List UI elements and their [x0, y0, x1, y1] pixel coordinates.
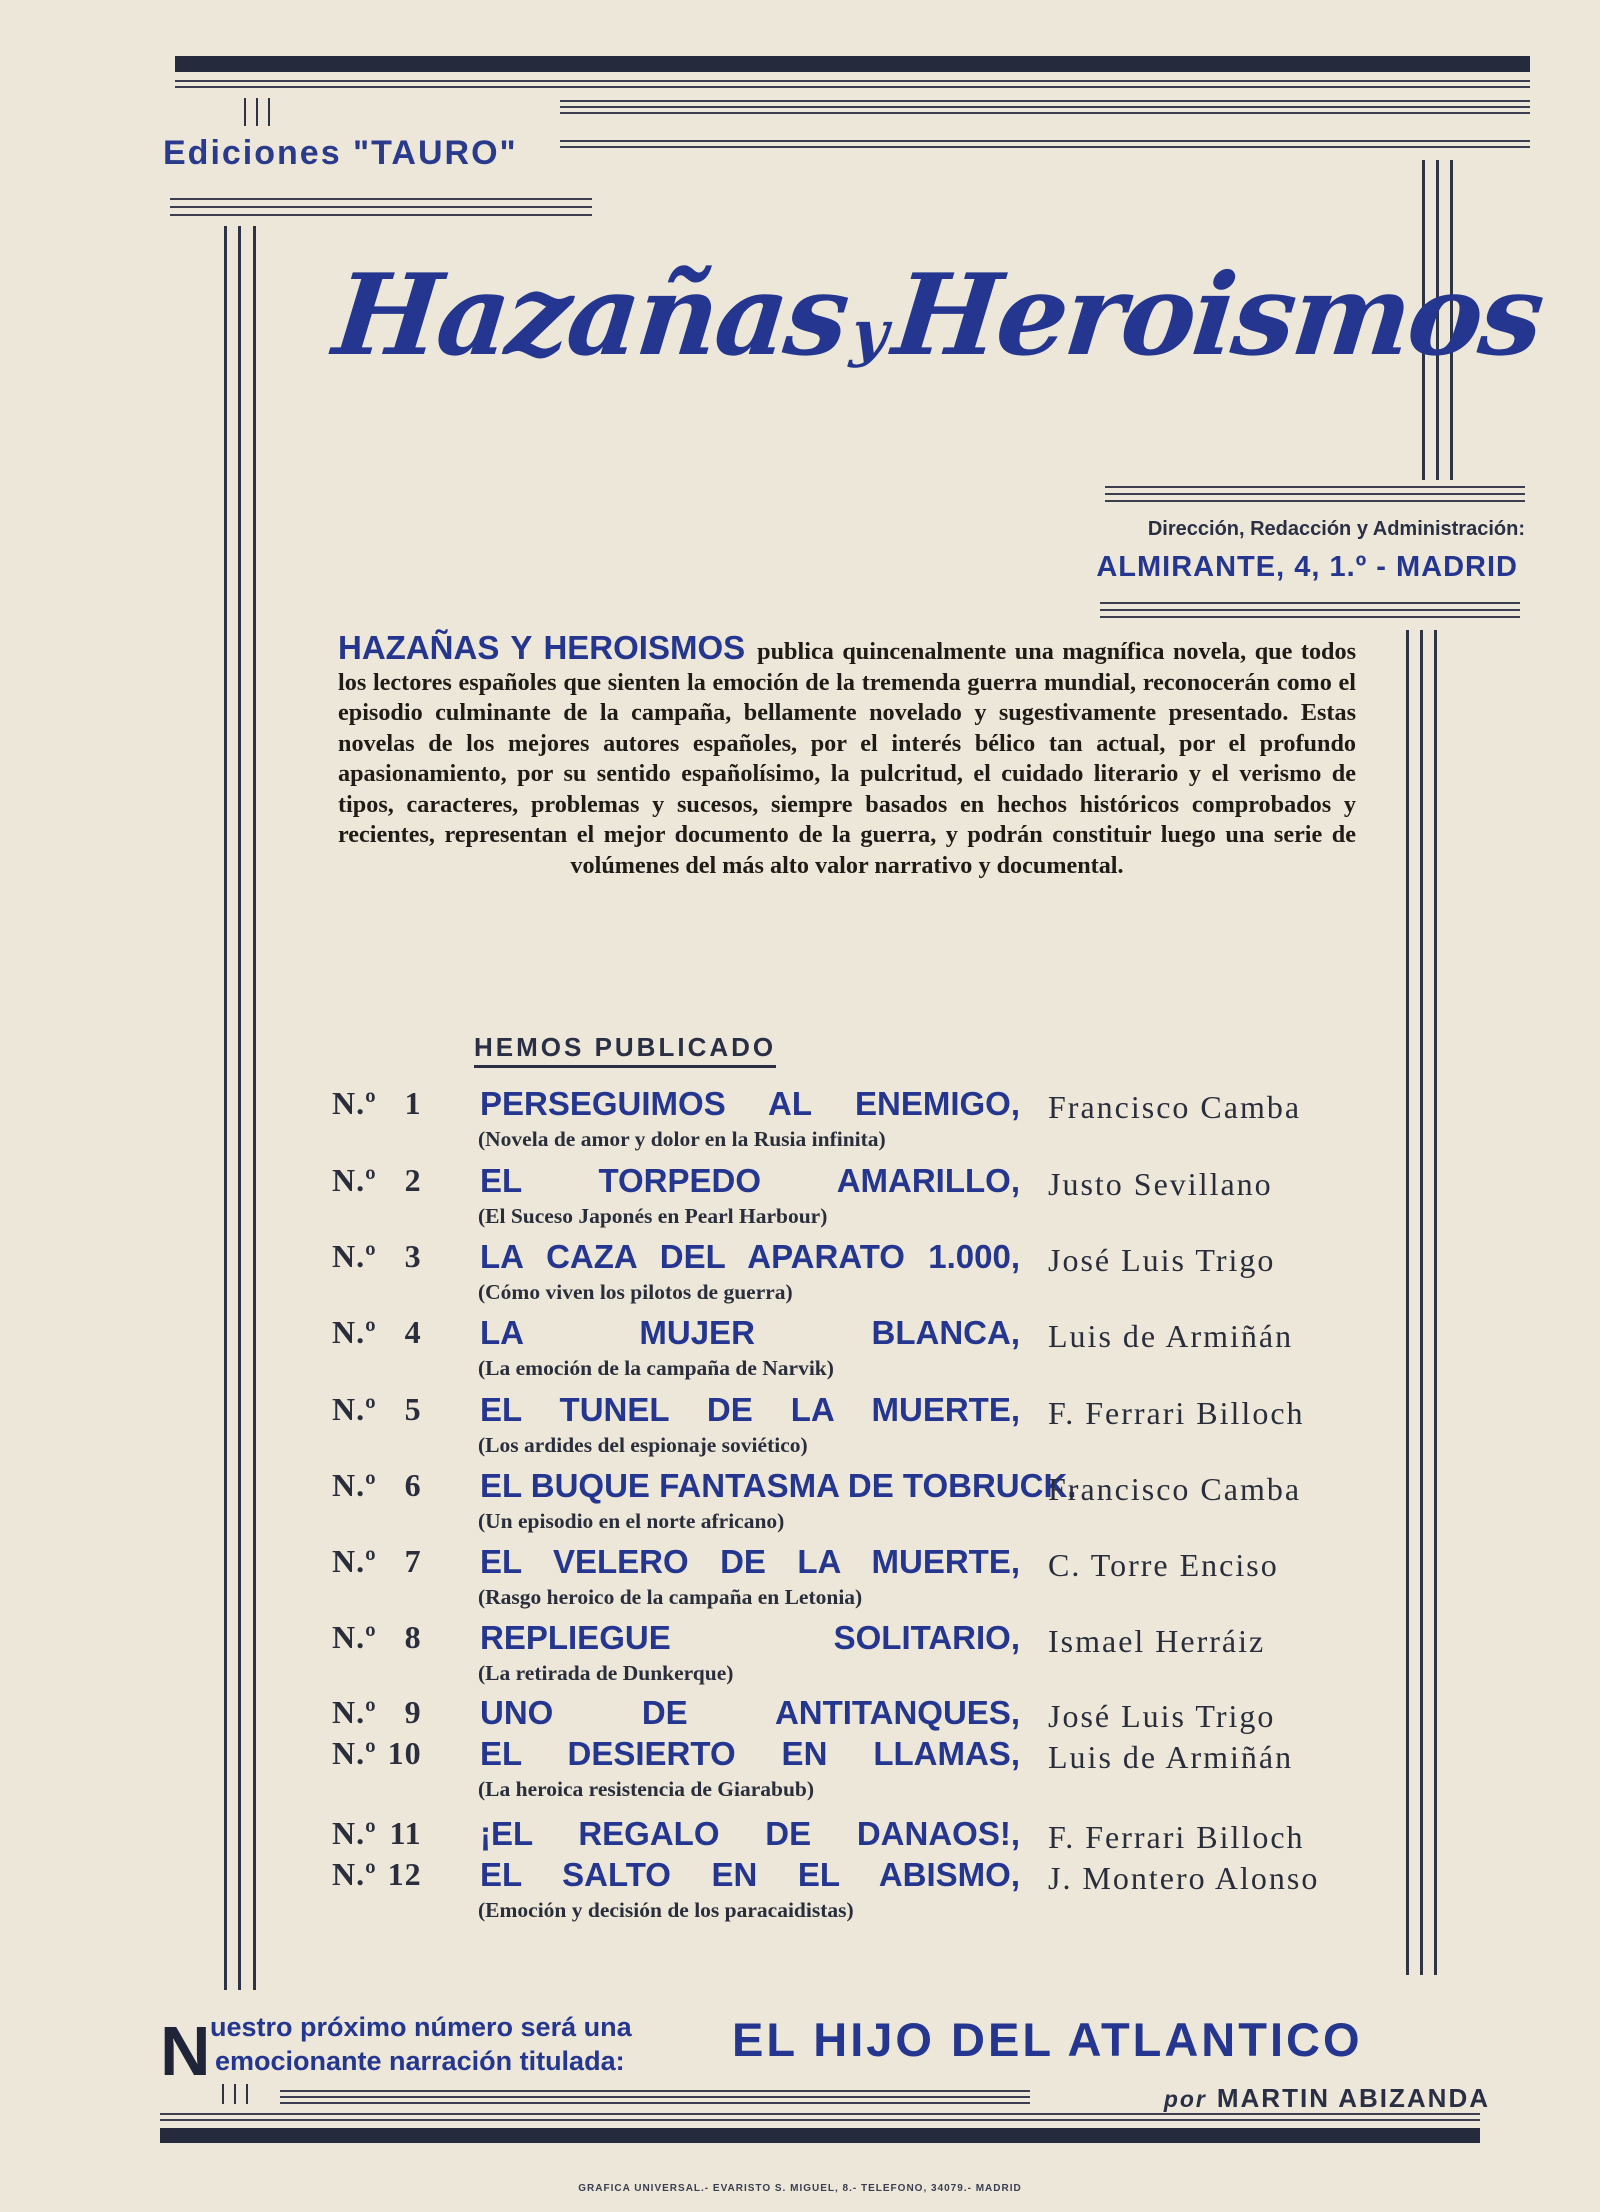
book-number: [332, 1391, 422, 1428]
book-number-prefix: N.º: [332, 1694, 377, 1730]
book-title: PERSEGUIMOS AL ENEMIGO,: [480, 1085, 1020, 1122]
next-issue-initial: N: [160, 2012, 211, 2090]
book-number-prefix: N.º: [332, 1085, 377, 1121]
book-author: José Luis Trigo: [1048, 1698, 1276, 1734]
book-subtitle: (Cómo viven los pilotos de guerra): [478, 1280, 793, 1304]
book-number-value: 1: [404, 1085, 422, 1121]
book-subtitle: (La retirada de Dunkerque): [478, 1661, 734, 1685]
printer-imprint: GRAFICA UNIVERSAL.- EVARISTO S. MIGUEL, 8.- TELEFONO, 34079.- MADRID: [578, 2183, 1022, 2194]
book-number-value: 2: [404, 1162, 422, 1198]
next-issue-title: EL HIJO DEL ATLANTICO: [732, 2013, 1363, 2066]
masthead-word-2: Heroismos: [887, 250, 1548, 381]
book-author: Ismael Herráiz: [1048, 1623, 1266, 1659]
book-title: EL SALTO EN EL ABISMO,: [480, 1856, 1020, 1893]
book-title: EL DESIERTO EN LLAMAS,: [480, 1735, 1020, 1772]
book-number-prefix: N.º: [332, 1238, 377, 1274]
book-number-value: 9: [404, 1694, 422, 1730]
book-title: ¡EL REGALO DE DANAOS!,: [480, 1815, 1020, 1852]
book-author: José Luis Trigo: [1048, 1242, 1276, 1278]
book-number: [332, 1467, 422, 1504]
book-number: [332, 1619, 422, 1656]
book-number-value: 6: [404, 1467, 422, 1503]
book-number-value: 8: [404, 1619, 422, 1655]
book-subtitle: (La heroica resistencia de Giarabub): [478, 1777, 815, 1801]
book-number: [332, 1735, 422, 1772]
book-number-prefix: N.º: [332, 1619, 377, 1655]
book-author: Luis de Armiñán: [1048, 1739, 1294, 1775]
book-number-prefix: N.º: [332, 1162, 377, 1198]
intro-text: publica quincenalmente una magnífica novela, que todos los lectores españoles que sienten la emoción de la tremenda guerra mundial, reconocerán como el episodio culminante de la campaña, bellamente novelado y sugestivamente presentado. Estas novelas de los mejores autores españoles, por el interés bélico tan actual, por el profundo apasionamiento, por su sentido españolísimo, la pulcritud, el cuidado literario y el verismo de tipos, caracteres, problemas y sucesos, siempre basados en hechos históricos comprobados y recientes, representan el mejor documento de la guerra, y podrán constituir luego una serie de volúmenes del más alto valor narrativo y documental.: [338, 638, 1357, 879]
book-number-prefix: N.º: [332, 1856, 377, 1892]
masthead-conjunction: y: [848, 296, 889, 369]
book-author: Luis de Armiñán: [1048, 1318, 1294, 1354]
book-subtitle: (Los ardides del espionaje soviético): [478, 1433, 808, 1457]
publisher-name: Ediciones "TAURO": [163, 134, 518, 172]
book-number-prefix: N.º: [332, 1467, 377, 1503]
next-issue-author: MARTIN ABIZANDA: [1216, 2083, 1490, 2113]
section-heading: HEMOS PUBLICADO: [474, 1032, 776, 1068]
address-value: ALMIRANTE, 4, 1.º - MADRID: [1096, 551, 1518, 583]
book-number: [332, 1162, 422, 1199]
book-number: [332, 1238, 422, 1275]
book-subtitle: (Emoción y decisión de los paracaidistas): [478, 1898, 854, 1922]
next-issue-line-2: emocionante narración titulada:: [215, 2046, 625, 2076]
book-number: [332, 1543, 422, 1580]
book-subtitle: (Rasgo heroico de la campaña en Letonia): [478, 1585, 863, 1609]
book-subtitle: (Un episodio en el norte africano): [478, 1509, 785, 1533]
book-title: UNO DE ANTITANQUES,: [480, 1694, 1020, 1731]
book-title: EL VELERO DE LA MUERTE,: [480, 1543, 1020, 1580]
book-title: REPLIEGUE SOLITARIO,: [480, 1619, 1020, 1656]
book-number-prefix: N.º: [332, 1314, 377, 1350]
book-subtitle: (La emoción de la campaña de Narvik): [478, 1356, 834, 1380]
book-number-value: 7: [404, 1543, 422, 1579]
book-author: F. Ferrari Billoch: [1048, 1395, 1305, 1431]
book-number-value: 11: [389, 1815, 422, 1851]
book-number: [332, 1815, 422, 1852]
book-author: J. Montero Alonso: [1048, 1860, 1320, 1896]
book-number: [332, 1694, 422, 1731]
book-author: C. Torre Enciso: [1048, 1547, 1279, 1583]
book-number-prefix: N.º: [332, 1735, 377, 1771]
book-author: Francisco Camba: [1048, 1471, 1302, 1507]
next-issue-por: por: [1163, 2086, 1207, 2112]
masthead-word-1: Hazañas: [328, 250, 853, 381]
book-number: [332, 1314, 422, 1351]
book-number-value: 4: [404, 1314, 422, 1350]
book-title: LA MUJER BLANCA,: [480, 1314, 1020, 1351]
book-number-prefix: N.º: [332, 1543, 377, 1579]
book-number: [332, 1085, 422, 1122]
book-subtitle: (Novela de amor y dolor en la Rusia infinita): [478, 1127, 886, 1151]
book-title: LA CAZA DEL APARATO 1.000,: [480, 1238, 1020, 1275]
book-number-value: 5: [404, 1391, 422, 1427]
book-title: EL TORPEDO AMARILLO,: [480, 1162, 1020, 1199]
next-issue-author-line: [1164, 2083, 1490, 2114]
book-number-value: 3: [404, 1238, 422, 1274]
book-author: Justo Sevillano: [1048, 1166, 1273, 1202]
book-subtitle: (El Suceso Japonés en Pearl Harbour): [478, 1204, 828, 1228]
book-number-value: 10: [387, 1735, 422, 1771]
book-title: EL TUNEL DE LA MUERTE,: [480, 1391, 1020, 1428]
address-label: Dirección, Redacción y Administración:: [1147, 518, 1525, 540]
intro-lead: HAZAÑAS Y HEROISMOS: [338, 629, 746, 666]
next-issue-line-1: uestro próximo número será una: [210, 2012, 632, 2042]
book-title: EL BUQUE FANTASMA DE TOBRUCK.: [480, 1467, 1077, 1504]
book-author: F. Ferrari Billoch: [1048, 1819, 1305, 1855]
book-number-prefix: N.º: [332, 1815, 377, 1851]
book-number: [332, 1856, 422, 1893]
book-number-value: 12: [387, 1856, 422, 1892]
book-number-prefix: N.º: [332, 1391, 377, 1427]
book-author: Francisco Camba: [1048, 1089, 1302, 1125]
